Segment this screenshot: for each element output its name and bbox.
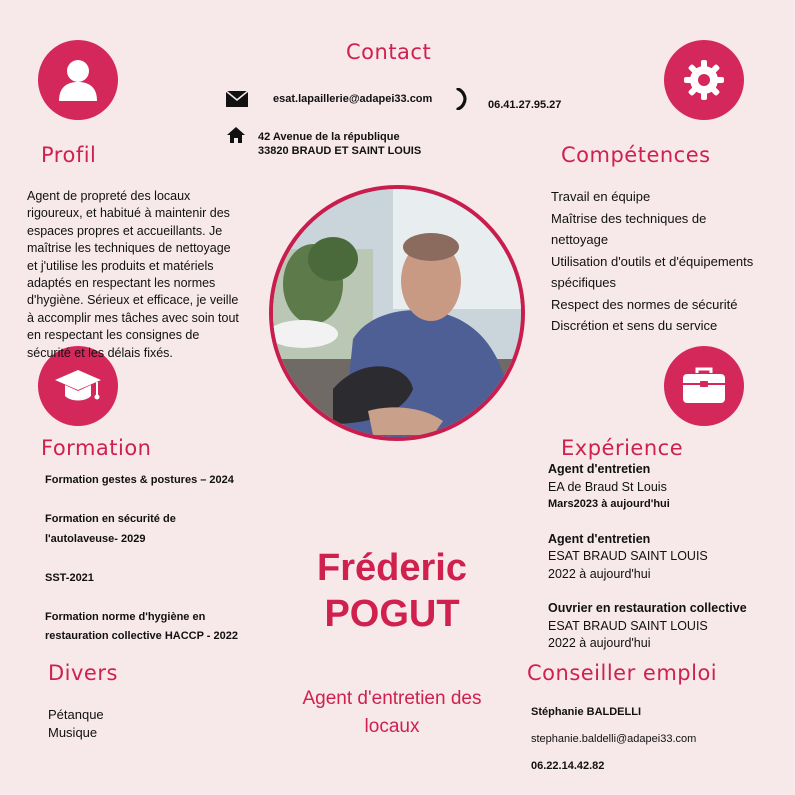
divers-item: Musique [48,725,98,740]
formation-line: l'autolaveuse- 2029 [45,532,146,545]
competence-item: Respect des normes de sécurité [551,296,738,312]
experience-place: ESAT BRAUD SAINT LOUIS [548,618,708,633]
profil-line: d'hygiène. Sérieux et efficace, je veille [27,293,239,308]
conseiller-name: Stéphanie BALDELLI [531,706,642,718]
conseiller-phone[interactable]: 06.22.14.42.82 [531,760,605,772]
profil-line: rigoureux, et habitué à maintenir des [27,206,230,221]
conseiller-heading: Conseiller emploi [527,661,718,685]
contact-email[interactable]: esat.lapaillerie@adapei33.com [273,93,433,105]
competences-list [551,186,787,337]
profil-badge [38,40,118,120]
address-line-1: 42 Avenue de la république [258,131,400,143]
divers-heading: Divers [48,661,118,685]
profile-photo [269,185,525,441]
user-icon [55,57,101,103]
formation-item [45,471,275,491]
experience-title: Agent d'entretien [548,462,651,476]
profil-line: et j'utilise les produits et matériels [27,258,214,273]
profil-line: espaces propres et accueillants. Je [27,223,223,238]
profil-line: adaptés en respectant les normes [27,276,216,291]
conseiller-email[interactable]: stephanie.baldelli@adapei33.com [531,733,697,745]
profil-line: Agent de propreté des locaux [27,189,191,203]
formation-line: Formation gestes & postures – 2024 [45,474,234,486]
experience-title: Ouvrier en restauration collective [548,601,747,615]
competence-item: spécifiques [551,275,617,290]
experience-list [548,461,788,653]
competence-item: nettoyage [551,232,609,247]
experience-dates: 2022 à aujourd'hui [548,636,651,650]
competence-item: Travail en équipe [551,189,651,204]
experience-item [548,461,788,514]
formation-list [45,471,275,647]
phone-icon [455,88,467,115]
experience-dates: 2022 à aujourd'hui [548,566,651,581]
formation-item [45,569,275,589]
person-name [272,545,512,637]
divers-list [48,706,104,742]
job-title-line: Agent d'entretien des [302,688,482,709]
profil-heading: Profil [41,143,97,167]
formation-line: SST-2021 [45,571,94,584]
mail-icon [226,91,248,112]
competences-heading: Compétences [561,143,711,167]
profil-line: à accomplir mes tâches avec soin tout [27,310,239,325]
competence-item: Discrétion et sens du service [551,318,718,333]
formation-item [45,510,275,549]
briefcase-icon [680,365,728,407]
formation-line: Formation norme d'hygiène en [45,610,206,623]
competences-badge [664,40,744,120]
contact-address [258,130,421,158]
contact-phone[interactable]: 06.41.27.95.27 [488,99,562,111]
experience-dates: Mars2023 à aujourd'hui [548,498,670,510]
job-title-line: locaux [364,716,420,737]
experience-item [548,531,788,584]
last-name: POGUT [324,593,460,635]
experience-heading: Expérience [561,436,684,460]
experience-badge [664,346,744,426]
gear-icon [682,58,726,102]
address-line-2: 33820 BRAUD ET SAINT LOUIS [258,145,422,157]
divers-item: Pétanque [48,707,104,722]
home-icon [226,126,246,149]
formation-line: restauration collective HACCP - 2022 [45,630,238,642]
graduation-cap-icon [53,364,103,408]
first-name: Fréderic [317,547,467,589]
profil-line: maîtrise les techniques de nettoyage [27,241,231,256]
competence-item: Maîtrise des techniques de [551,210,707,226]
job-title [272,685,512,741]
experience-item [548,600,788,653]
experience-place: EA de Braud St Louis [548,479,667,494]
profil-line: sécurité et les délais fixés. [27,345,173,360]
formation-line: Formation en sécurité de [45,513,176,525]
contact-heading: Contact [346,40,432,64]
experience-title: Agent d'entretien [548,531,651,546]
formation-heading: Formation [41,436,152,460]
profil-text [27,188,267,362]
experience-place: ESAT BRAUD SAINT LOUIS [548,549,708,563]
profil-line: en respectant les consignes de [27,328,200,343]
formation-item [45,608,275,647]
competence-item: Utilisation d'outils et d'équipements [551,253,754,269]
